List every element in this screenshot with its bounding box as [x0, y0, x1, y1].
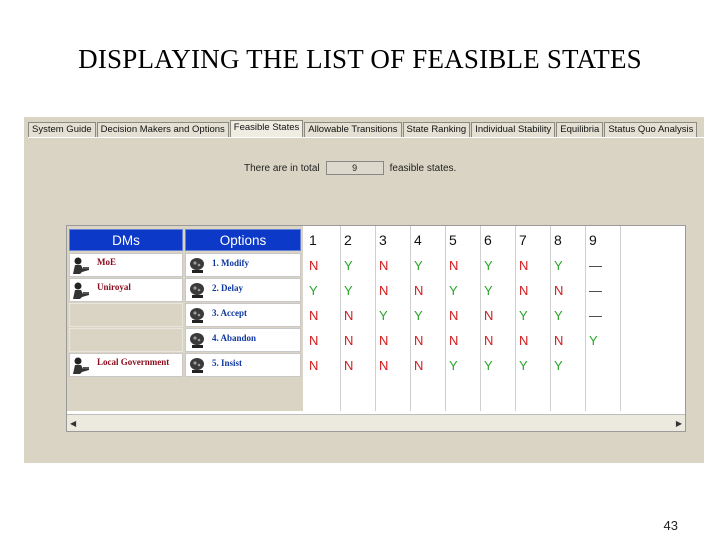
count-suffix: feasible states.: [389, 162, 457, 174]
state-value-cell: Y: [344, 283, 353, 298]
dm-name: Uniroyal: [97, 282, 131, 292]
state-value-cell: Y: [379, 308, 388, 323]
state-value-cell: N: [519, 333, 529, 348]
state-value-cell: N: [449, 308, 459, 323]
state-value-cell: N: [484, 333, 494, 348]
state-value-cell: N: [554, 333, 564, 348]
decision-maker-icon: [71, 356, 91, 375]
dm-cell: [69, 303, 183, 327]
state-value-cell: Y: [484, 258, 493, 273]
state-value-cell: N: [379, 283, 389, 298]
dm-name: Local Government: [97, 357, 170, 367]
page-number: 43: [663, 518, 678, 533]
option-cell[interactable]: [185, 303, 301, 327]
option-name: 5. Insist: [212, 358, 243, 368]
table-row: [69, 353, 301, 377]
state-column[interactable]: [550, 226, 586, 411]
option-cell[interactable]: [185, 353, 301, 377]
state-value-cell: —: [589, 283, 602, 298]
tab-state-ranking[interactable]: State Ranking: [403, 122, 471, 137]
state-number: 1: [309, 232, 317, 248]
count-prefix: There are in total: [244, 162, 320, 174]
decision-maker-icon: [71, 256, 91, 275]
state-column[interactable]: [340, 226, 376, 411]
state-value-cell: Y: [414, 258, 423, 273]
option-name: 3. Accept: [212, 308, 247, 318]
state-value-cell: N: [414, 283, 424, 298]
table-row: [69, 303, 301, 327]
state-value-cell: Y: [589, 333, 598, 348]
option-name: 4. Abandon: [212, 333, 257, 343]
state-value-cell: —: [589, 308, 602, 323]
state-value-cell: Y: [414, 308, 423, 323]
tab-bar: [28, 120, 704, 137]
option-name: 2. Delay: [212, 283, 243, 293]
state-value-cell: N: [519, 283, 529, 298]
dm-option-panel: [67, 226, 303, 411]
dm-cell: [69, 328, 183, 352]
option-icon: [187, 331, 207, 350]
table-row: [69, 253, 301, 277]
state-column[interactable]: [375, 226, 411, 411]
option-cell[interactable]: [185, 253, 301, 277]
scroll-right-icon[interactable]: ▶: [675, 419, 682, 428]
tab-feasible-states[interactable]: Feasible States: [230, 120, 303, 138]
options-header: Options: [185, 229, 301, 251]
state-value-cell: N: [449, 258, 459, 273]
state-number: 5: [449, 232, 457, 248]
scroll-left-icon[interactable]: ◀: [70, 419, 77, 428]
slide-title: DISPLAYING THE LIST OF FEASIBLE STATES: [78, 44, 642, 74]
state-value-cell: N: [344, 333, 354, 348]
state-value-cell: Y: [519, 308, 528, 323]
state-value-cell: N: [519, 258, 529, 273]
table-row: [69, 278, 301, 302]
state-value-cell: N: [414, 333, 424, 348]
tab-status-quo-analysis[interactable]: Status Quo Analysis: [604, 122, 697, 137]
dm-cell[interactable]: [69, 278, 183, 302]
state-value-cell: N: [379, 358, 389, 373]
state-column[interactable]: [305, 226, 341, 411]
state-column[interactable]: [480, 226, 516, 411]
state-number: 7: [519, 232, 527, 248]
feasible-count-field[interactable]: 9: [326, 161, 384, 175]
state-value-cell: Y: [484, 358, 493, 373]
state-value-cell: N: [554, 283, 564, 298]
option-icon: [187, 281, 207, 300]
dm-cell[interactable]: [69, 253, 183, 277]
dm-cell[interactable]: [69, 353, 183, 377]
tab-divider: [28, 137, 704, 138]
state-value-cell: Y: [449, 358, 458, 373]
state-value-cell: N: [344, 358, 354, 373]
option-icon: [187, 306, 207, 325]
state-value-cell: Y: [309, 283, 318, 298]
state-column[interactable]: [585, 226, 621, 411]
state-value-cell: N: [484, 308, 494, 323]
state-number: 4: [414, 232, 422, 248]
dms-header: DMs: [69, 229, 183, 251]
app-window: [24, 117, 704, 463]
option-cell[interactable]: [185, 278, 301, 302]
state-value-cell: N: [379, 333, 389, 348]
decision-maker-icon: [71, 281, 91, 300]
option-cell[interactable]: [185, 328, 301, 352]
state-column[interactable]: [515, 226, 551, 411]
feasible-count-row: [244, 161, 456, 175]
state-number: 8: [554, 232, 562, 248]
state-value-cell: N: [309, 333, 319, 348]
state-value-cell: N: [309, 258, 319, 273]
state-value-cell: Y: [449, 283, 458, 298]
option-icon: [187, 356, 207, 375]
tab-allowable-transitions[interactable]: Allowable Transitions: [304, 122, 401, 137]
tab-individual-stability[interactable]: Individual Stability: [471, 122, 555, 137]
state-number: 3: [379, 232, 387, 248]
state-value-cell: Y: [554, 308, 563, 323]
table-row: [69, 328, 301, 352]
state-value-cell: Y: [484, 283, 493, 298]
state-value-cell: Y: [554, 358, 563, 373]
state-value-cell: N: [414, 358, 424, 373]
state-value-cell: N: [379, 258, 389, 273]
tab-decision-makers-and-options[interactable]: Decision Makers and Options: [97, 122, 229, 137]
state-number: 9: [589, 232, 597, 248]
state-column[interactable]: [410, 226, 446, 411]
state-value-cell: Y: [344, 258, 353, 273]
state-value-cell: N: [309, 308, 319, 323]
state-value-cell: Y: [554, 258, 563, 273]
dm-name: MoE: [97, 257, 116, 267]
state-value-cell: N: [344, 308, 354, 323]
state-value-cell: N: [309, 358, 319, 373]
state-value-cell: —: [589, 258, 602, 273]
tab-equilibria[interactable]: Equilibria: [556, 122, 603, 137]
state-number: 2: [344, 232, 352, 248]
state-value-cell: N: [449, 333, 459, 348]
state-number: 6: [484, 232, 492, 248]
horizontal-scrollbar[interactable]: [67, 414, 685, 431]
feasible-states-grid: [66, 225, 686, 432]
option-name: 1. Modify: [212, 258, 249, 268]
option-icon: [187, 256, 207, 275]
tab-system-guide[interactable]: System Guide: [28, 122, 96, 137]
state-value-cell: Y: [519, 358, 528, 373]
state-column[interactable]: [445, 226, 481, 411]
